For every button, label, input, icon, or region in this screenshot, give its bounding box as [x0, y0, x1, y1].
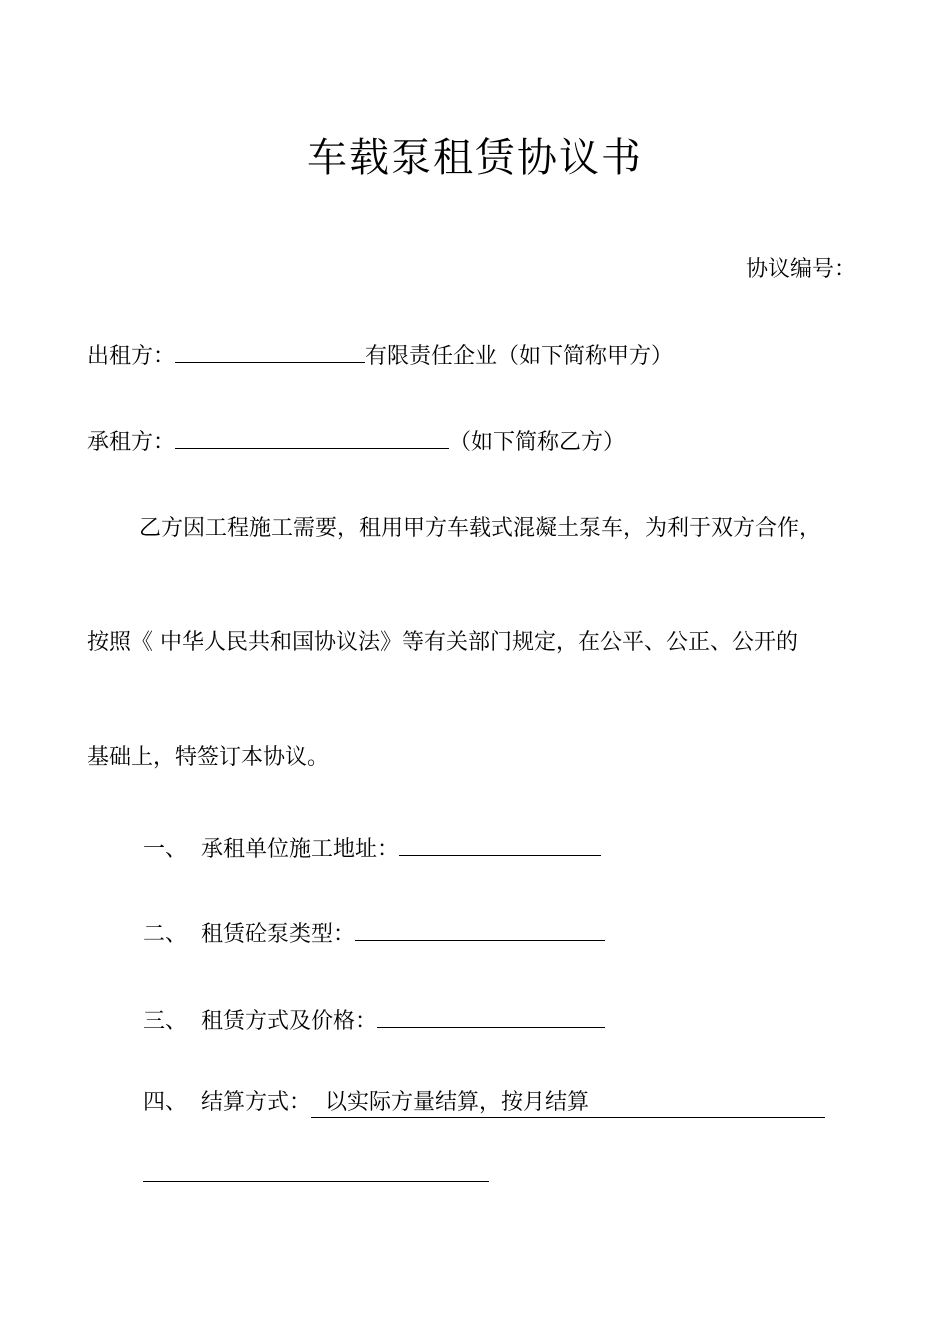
clause-4-value[interactable]: 以实际方量结算，按月结算 — [311, 1089, 825, 1118]
clause-3-number: 三、 — [143, 1009, 188, 1034]
lessor-line — [87, 338, 673, 373]
clause-4-number: 四、 — [143, 1090, 188, 1115]
intro-line-1: 乙方因工程施工需要，租用甲方车载式混凝土泵车，为利于双方合作， — [139, 516, 822, 541]
clause-2-label: 租赁砼泵类型： — [201, 922, 356, 947]
clause-1 — [143, 831, 601, 866]
lessee-label: 承租方： — [87, 430, 176, 455]
clause-4-label: 结算方式： — [201, 1090, 312, 1115]
clause-1-blank[interactable] — [399, 831, 601, 856]
lessee-suffix: （如下简称乙方） — [449, 430, 626, 455]
clause-4 — [143, 1087, 825, 1119]
lessee-line — [87, 424, 625, 459]
clause-4-continuation-blank[interactable] — [143, 1181, 489, 1182]
lessee-name-blank[interactable] — [175, 424, 449, 449]
clause-1-label: 承租单位施工地址： — [201, 837, 400, 862]
clause-3-blank[interactable] — [377, 1003, 605, 1028]
clause-2 — [143, 916, 605, 951]
clause-1-number: 一、 — [143, 837, 188, 862]
intro-line-3: 基础上，特签订本协议。 — [87, 745, 330, 770]
document-title: 车载泵租赁协议书 — [307, 135, 643, 181]
clause-2-number: 二、 — [143, 922, 188, 947]
lessor-name-blank[interactable] — [175, 338, 365, 363]
clause-3 — [143, 1003, 605, 1038]
agreement-number-label: 协议编号： — [746, 257, 857, 282]
clause-3-label: 租赁方式及价格： — [201, 1009, 378, 1034]
lessor-suffix: 有限责任企业（如下简称甲方） — [365, 344, 674, 369]
clause-2-blank[interactable] — [355, 916, 605, 941]
intro-line-2: 按照《 中华人民共和国协议法》等有关部门规定，在公平、公正、公开的 — [87, 630, 798, 655]
lessor-label: 出租方： — [87, 344, 176, 369]
